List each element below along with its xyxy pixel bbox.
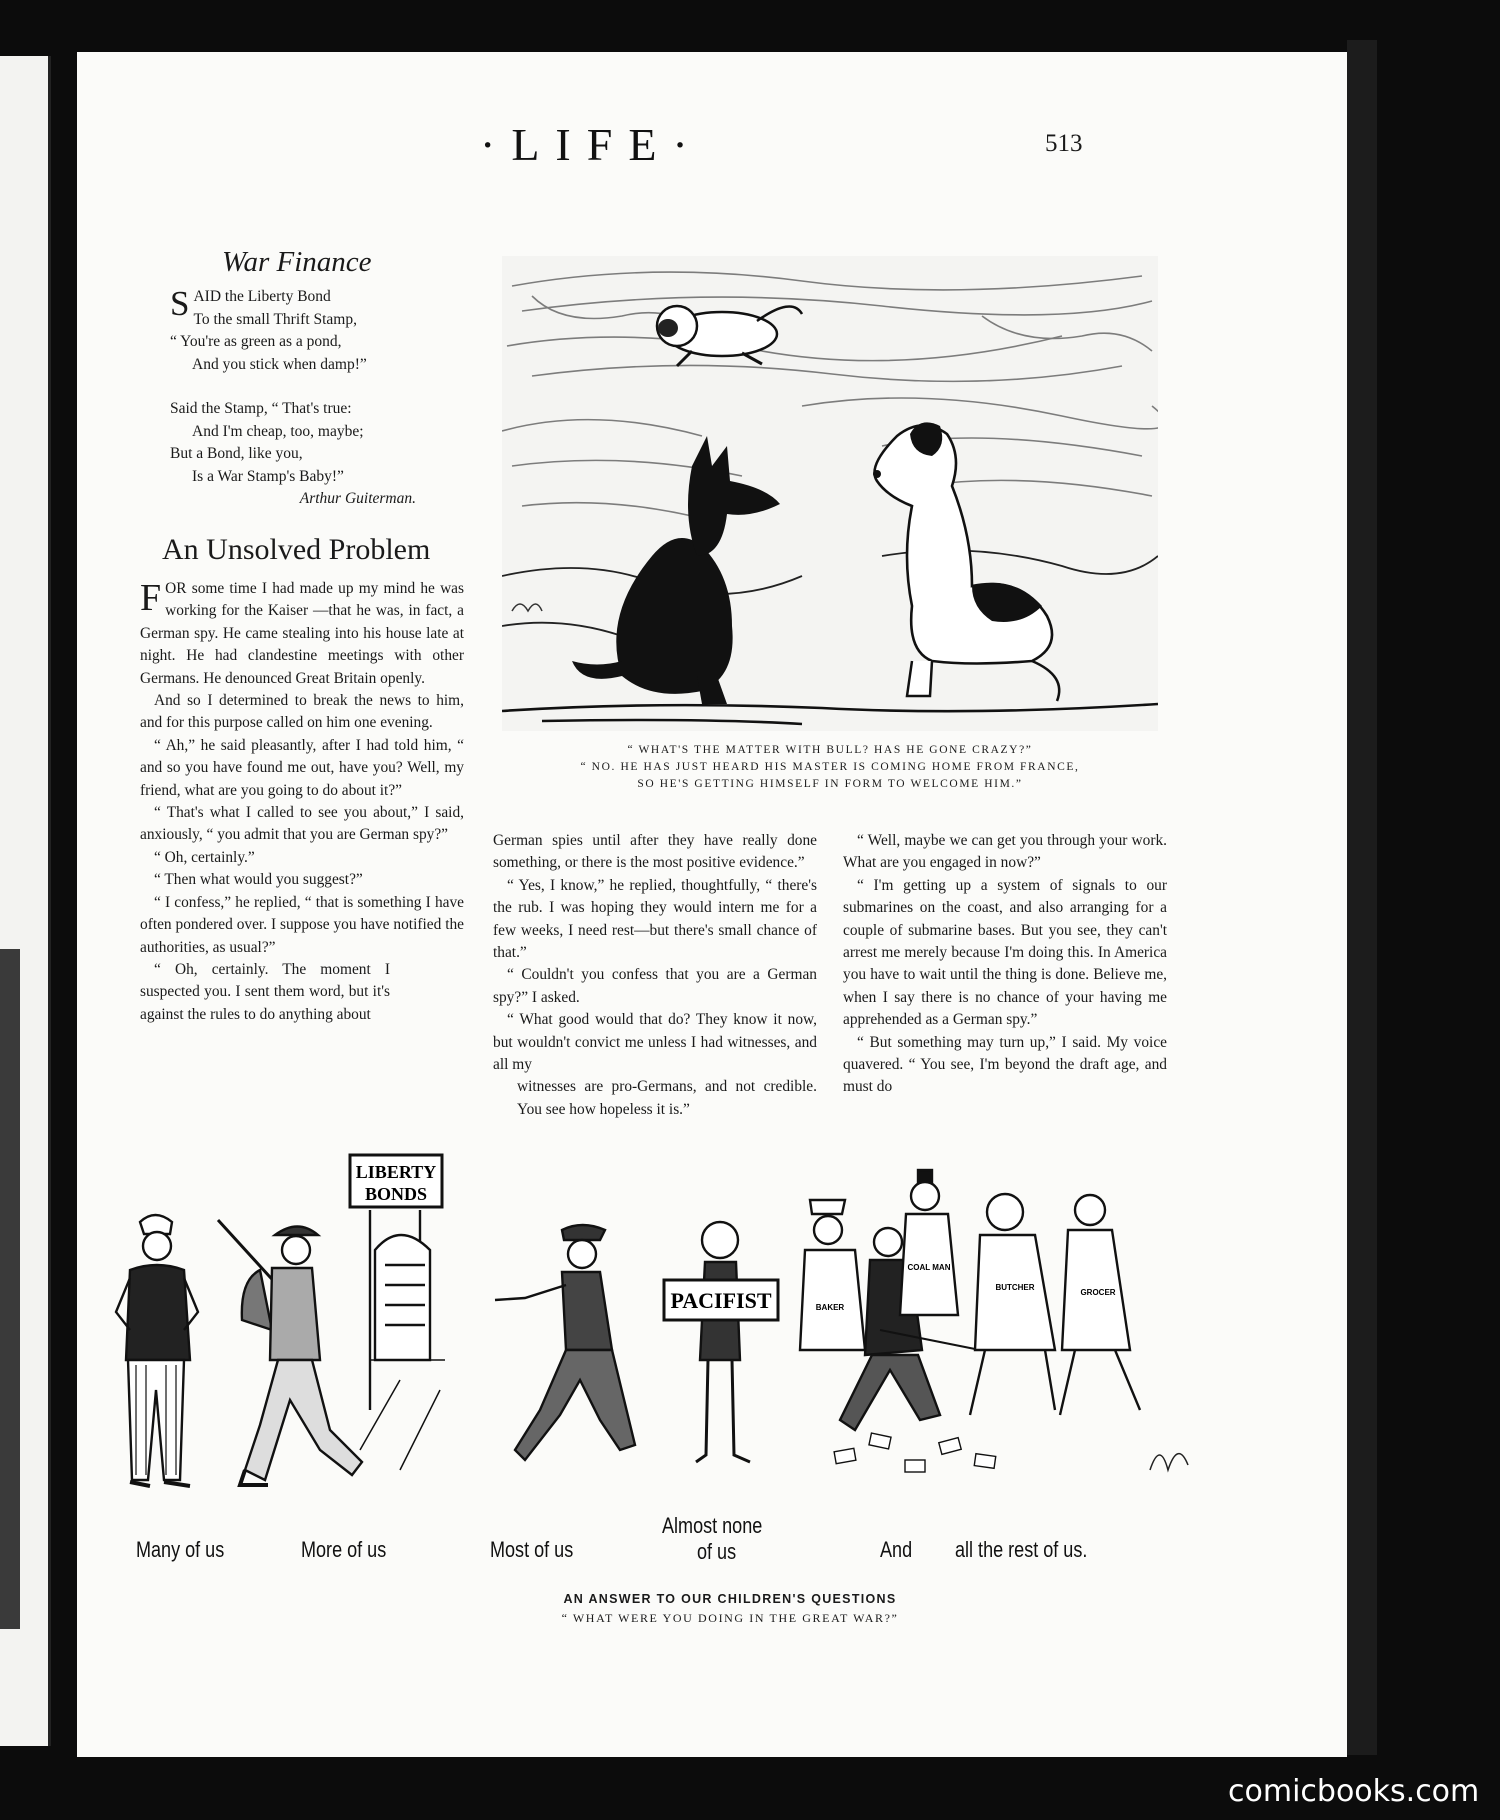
poem-line: But a Bond, like you, <box>170 445 303 462</box>
poem-author: Arthur Guiterman. <box>299 490 416 507</box>
svg-text:BONDS: BONDS <box>364 1184 428 1204</box>
paragraph: “ Then what would you suggest?” <box>154 871 363 889</box>
poem-line: And I'm cheap, too, maybe; <box>192 422 364 440</box>
paragraph: witnesses are pro-Germans, and not credible. You see how hopeless it is.” <box>517 1078 817 1118</box>
caption-line: “ NO. HE HAS JUST HEARD HIS MASTER IS COMING HOME FROM FRANCE, <box>580 761 1080 773</box>
poem-line: AID the Liberty Bond <box>193 288 331 305</box>
poem-line: To the small Thrift Stamp, <box>193 310 357 328</box>
pacifist-sign-text: PACIFIST <box>670 1288 772 1313</box>
poem-line: Is a War Stamp's Baby!” <box>192 467 344 485</box>
soldier-figure <box>218 1220 362 1485</box>
site-watermark: comicbooks.com <box>1228 1774 1480 1809</box>
caption-line: AN ANSWER TO OUR CHILDREN'S QUESTIONS <box>563 1592 897 1606</box>
paragraph: “ I confess,” he replied, “ that is something I have often pondered over. I suppose you have notified the authorities, as usual?” <box>140 893 464 956</box>
article-title: An Unsolved Problem <box>162 533 431 566</box>
article-column-2 <box>493 830 817 1121</box>
paragraph: “ Couldn't you confess that you are a German spy?” I asked. <box>493 966 817 1006</box>
page-number: 513 <box>1045 130 1083 157</box>
cartoon-bottom-caption <box>420 1592 1040 1626</box>
paragraph: “ Ah,” he said pleasantly, after I had told him, “ and so you have found me out, have you? Well, my friend, what are you going to do about it?” <box>140 736 464 799</box>
svg-text:LIBERTY: LIBERTY <box>355 1162 437 1182</box>
paragraph: “ But something may turn up,” I said. My voice quavered. “ You see, I'm beyond the draft age, and must do <box>843 1033 1167 1096</box>
paragraph: “ Well, maybe we can get you through your work. What are you engaged in now?” <box>843 832 1167 872</box>
coal-man-apron-label: COAL MAN <box>907 1263 951 1272</box>
label-more-of-us: More of us <box>301 1537 387 1562</box>
scattered-papers <box>834 1433 996 1472</box>
bond-buyer-figure <box>495 1225 635 1460</box>
paragraph: “ What good would that do? They know it now, but wouldn't convict me unless I had witnesses, and all my <box>493 1011 817 1074</box>
caption-line: “ WHAT WERE YOU DOING IN THE GREAT WAR?” <box>561 1611 899 1625</box>
pacifist-figure <box>664 1222 778 1462</box>
label-and: And <box>880 1537 913 1562</box>
poem-line: And you stick when damp!” <box>192 355 367 373</box>
artist-signature <box>1150 1454 1188 1470</box>
butcher-figure <box>975 1235 1055 1350</box>
paragraph: “ Oh, certainly.” <box>154 848 255 866</box>
poem-line: “ You're as green as a pond, <box>170 333 342 350</box>
sailor-figure <box>116 1215 198 1486</box>
label-almost-none: Almost none <box>662 1513 763 1538</box>
label-many-of-us: Many of us <box>136 1537 225 1562</box>
butcher-apron-label: BUTCHER <box>995 1283 1035 1292</box>
poem-body <box>170 286 430 511</box>
article-column-3 <box>843 830 1167 1099</box>
article-drop-initial: F <box>140 577 162 619</box>
shopkeepers-chasing-figures <box>800 1170 1140 1430</box>
paragraph: “ That's what I called to see you about,” I said, anxiously, “ you admit that you are German spy?” <box>140 804 464 844</box>
paragraph: “ I'm getting up a system of signals to our submarines on the coast, and also arranging for a couple of submarine bases. But you see, they can't arrest me merely because I'm doing this. In America you have to wait until the thing is done. Believe me, when I say there is no chance of your having me apprehended as a German spy.” <box>843 876 1167 1029</box>
label-all-the-rest: all the rest of us. <box>955 1537 1088 1562</box>
cartoon-background <box>502 256 1158 731</box>
previous-page-edge <box>0 56 51 1746</box>
dog-cartoon-caption <box>500 742 1160 793</box>
binding-shadow <box>1347 40 1377 1755</box>
baker-figure <box>800 1250 865 1350</box>
dog-cartoon-illustration <box>502 256 1158 731</box>
paragraph: “ Yes, I know,” he replied, thoughtfully, “ there's the rub. I was hoping they would intern me for a few weeks, I need rest—but there's small chance of that.” <box>493 876 817 962</box>
paragraph: “ Oh, certainly. The moment I suspected you. I sent them word, but it's against the rules to do anything about <box>140 960 390 1023</box>
grocer-apron-label: GROCER <box>1080 1288 1116 1297</box>
article-column-1 <box>140 578 464 1026</box>
label-most-of-us: Most of us <box>490 1537 574 1562</box>
poem-title: War Finance <box>222 246 372 278</box>
paragraph: And so I determined to break the news to him, and for this purpose called on him one evening. <box>140 692 464 732</box>
masthead-title: ·LIFE· <box>480 119 704 170</box>
paragraph: FOR some time I had made up my mind he was working for the Kaiser —that he was, in fact, a German spy. He came stealing into his house late at night. He had clandestine meetings with other Germans. He denounced Great Britain openly. <box>140 577 464 687</box>
war-effort-cartoon-illustration <box>100 1150 1250 1555</box>
poem-line: Said the Stamp, “ That's true: <box>170 400 352 417</box>
baker-apron-label: BAKER <box>815 1303 845 1312</box>
caption-line: “ WHAT'S THE MATTER WITH BULL? HAS HE GONE CRAZY?” <box>627 744 1033 756</box>
paragraph: German spies until after they have really done something, or there is the most positive evidence.” <box>493 832 817 872</box>
previous-page-illustration-strip <box>0 949 20 1629</box>
poem-drop-initial: S <box>170 284 190 323</box>
caption-line: SO HE'S GETTING HIMSELF IN FORM TO WELCOME HIM.” <box>637 778 1023 790</box>
label-of-us: of us <box>697 1539 737 1564</box>
